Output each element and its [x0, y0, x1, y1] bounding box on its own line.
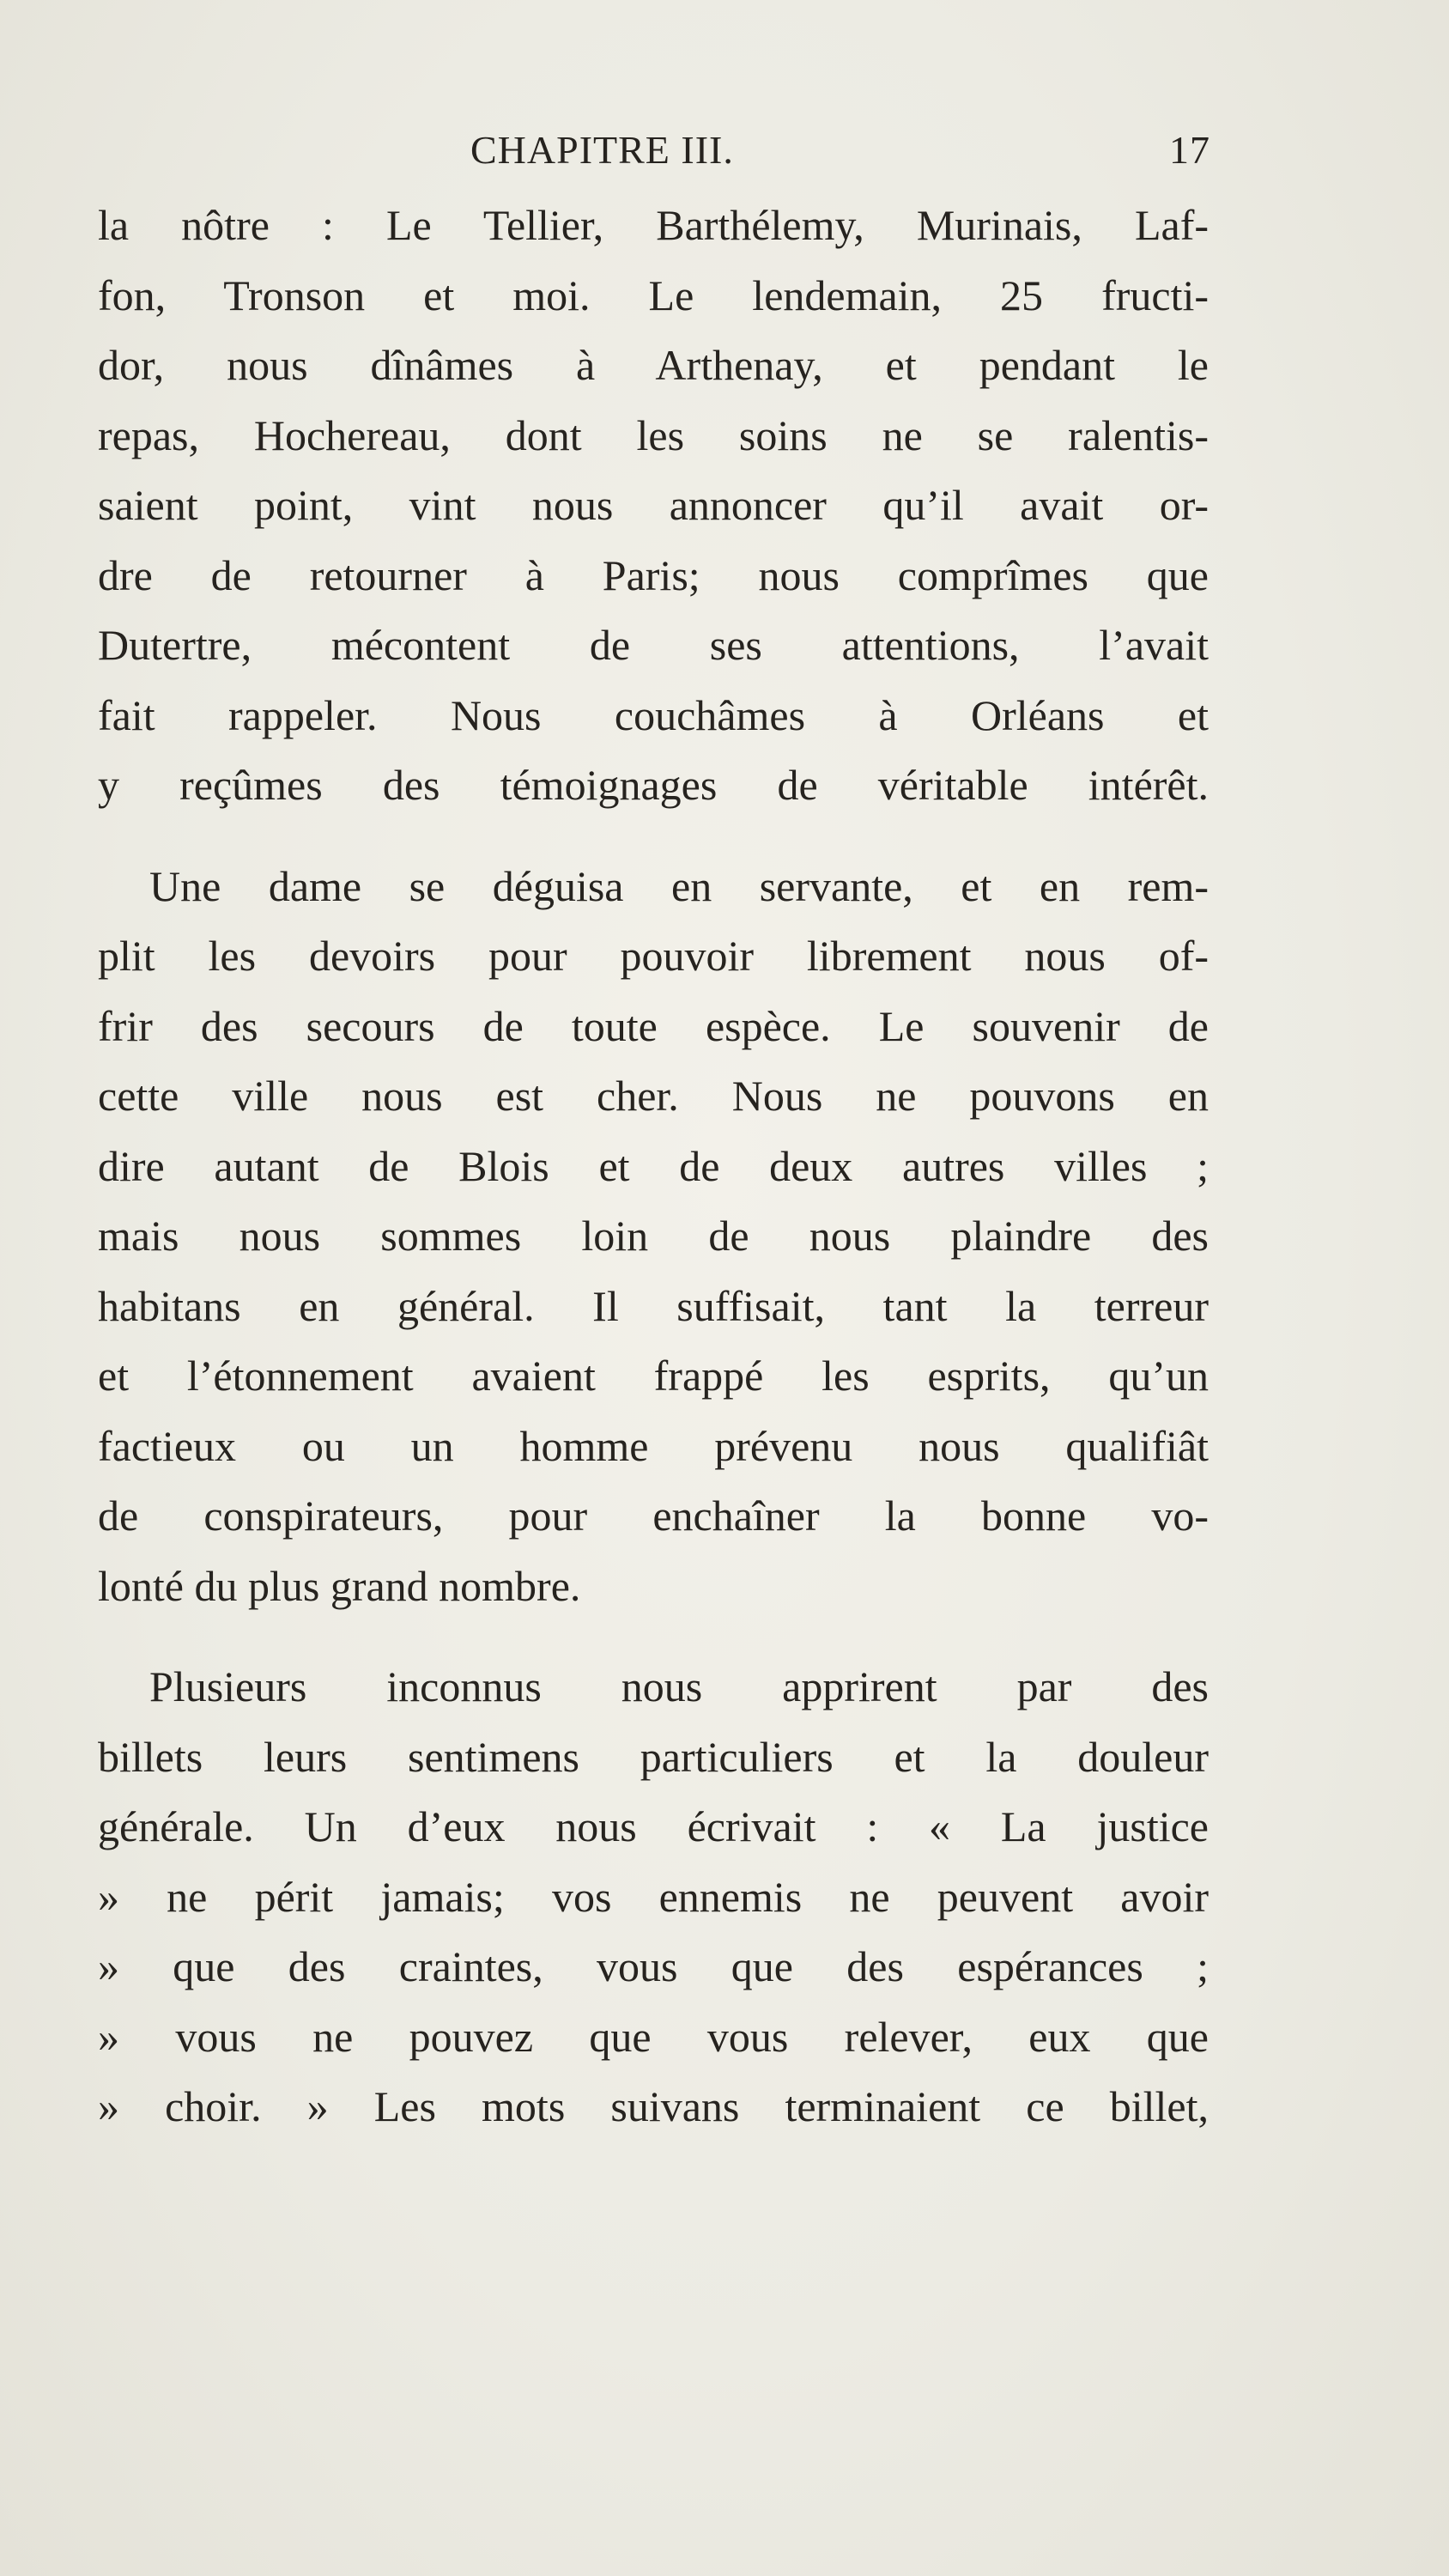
text-line: de conspirateurs, pour enchaîner la bonne vo-: [98, 1492, 1209, 1540]
text-line: habitans en général. Il suffisait, tant la terreur: [98, 1281, 1209, 1330]
text-line: générale. Un d’eux nous écrivait : « La justice: [98, 1802, 1209, 1850]
text-line: dire autant de Blois et de deux autres villes ;: [98, 1141, 1209, 1190]
running-header: [94, 127, 1210, 179]
text-line: mais nous sommes loin de nous plaindre des: [98, 1212, 1209, 1260]
text-line: billets leurs sentimens particuliers et la douleur: [98, 1732, 1209, 1781]
text-line: » vous ne pouvez que vous relever, eux que: [98, 2012, 1209, 2061]
chapter-title: CHAPITRE III.: [470, 128, 734, 172]
text-line: et l’étonnement avaient frappé les esprits, qu’un: [98, 1352, 1209, 1400]
text-line: repas, Hochereau, dont les soins ne se ralentis-: [98, 410, 1209, 459]
text-line: Une dame se déguisa en servante, et en rem-: [149, 861, 1209, 910]
text-line: factieux ou un homme prévenu nous qualifiât: [98, 1421, 1209, 1470]
text-line: saient point, vint nous annoncer qu’il avait or-: [98, 481, 1209, 529]
text-line: dre de retourner à Paris; nous comprîmes que: [98, 550, 1209, 599]
body-text: [98, 191, 1209, 2142]
text-line: Plusieurs inconnus nous apprirent par des: [149, 1662, 1209, 1710]
page-number: 17: [1169, 128, 1210, 172]
text-line: y reçûmes des témoignages de véritable intérêt.: [98, 761, 1209, 809]
text-line: frir des secours de toute espèce. Le souvenir de: [98, 1001, 1209, 1050]
paragraph: [98, 852, 1209, 1622]
text-line: fon, Tronson et moi. Le lendemain, 25 fructi-: [98, 270, 1209, 319]
text-line: » ne périt jamais; vos ennemis ne peuvent avoir: [98, 1872, 1209, 1921]
paragraph: [98, 1652, 1209, 2142]
text-line: lonté du plus grand nombre.: [98, 1561, 581, 1610]
text-line: » choir. » Les mots suivans terminaient ce billet,: [98, 2082, 1209, 2130]
text-line: fait rappeler. Nous couchâmes à Orléans et: [98, 690, 1209, 739]
text-line: Dutertre, mécontent de ses attentions, l’avait: [98, 621, 1209, 669]
paragraph: [98, 191, 1209, 821]
text-line: dor, nous dînâmes à Arthenay, et pendant le: [98, 341, 1209, 389]
text-line: » que des craintes, vous que des espérances ;: [98, 1942, 1209, 1990]
text-line: cette ville nous est cher. Nous ne pouvons en: [98, 1072, 1209, 1120]
text-line: plit les devoirs pour pouvoir librement nous of-: [98, 932, 1209, 980]
text-line: la nôtre : Le Tellier, Barthélemy, Murinais, Laf-: [98, 201, 1209, 249]
